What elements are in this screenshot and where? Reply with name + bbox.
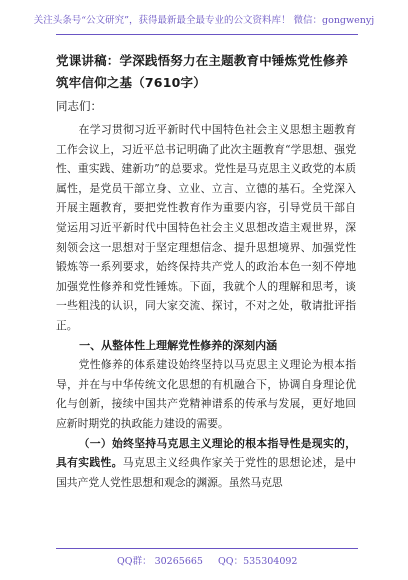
- footer-divider: [56, 548, 358, 549]
- document-title: 党课讲稿：学深践悟努力在主题教育中锤炼党性修养筑牢信仰之基（7610字）: [56, 53, 349, 90]
- header-divider: [56, 34, 358, 35]
- paragraph-section1: 党性修养的体系建设始终坚持以马克思主义理论为根本指导，并在与中华传统文化思想的有机融合下，协调自身理论优化与创新，接续中国共产党精神谱系的传承与发展，更好地回应新时期党的执政能力建设的需要。: [56, 358, 356, 430]
- subsection-text-1: 马克思主义经典作家关于党性的思想论述，是中国共产党人党性思想和观念的渊源。虽然马克思: [56, 456, 357, 489]
- footer-qq-group: QQ群： 30265665: [117, 556, 203, 567]
- paragraph-intro: 在学习贯彻习近平新时代中国特色社会主义思想主题教育工作会议上，习近平总书记明确了此次主题教育“学思想、强党性、重实践、建新功”的总要求。党性是马克思主义政党的本质属性，是党员干部立身、立业、立言、立德的基石。全党深入开展主题教育，要把党性教育作为重要内容，引导党员干部自觉运用习近平新时代中国特色社会主义思想改造主观世界，深刻领会这一思想对于坚定理想信念、提升思想境界、加强党性锻炼等一系列要求，始终保持共产党人的政治本色一刻不停地加强党性修养和党性锤炼。下面，我就个人的理解和思考，谈一些粗浅的认识，同大家交流、探讨，不对之处，敬请批评指正。: [56, 123, 356, 332]
- salutation: 同志们：: [56, 99, 102, 113]
- subsection-heading-1: （一）始终坚持马克思主义理论的根本指导性是现实的，具有实践性。: [56, 436, 356, 470]
- header-notice: 关注头条号“公文研究”，获得最新最全最专业的公文资料库！ 微信：gongwenyj: [33, 15, 375, 26]
- document-body: [56, 120, 356, 492]
- section-heading-1: 一、从整体性上理解党性修养的深刻内涵: [79, 338, 278, 352]
- paragraph-sub1: [56, 434, 356, 493]
- footer-qq-number: QQ：535304092: [218, 556, 298, 567]
